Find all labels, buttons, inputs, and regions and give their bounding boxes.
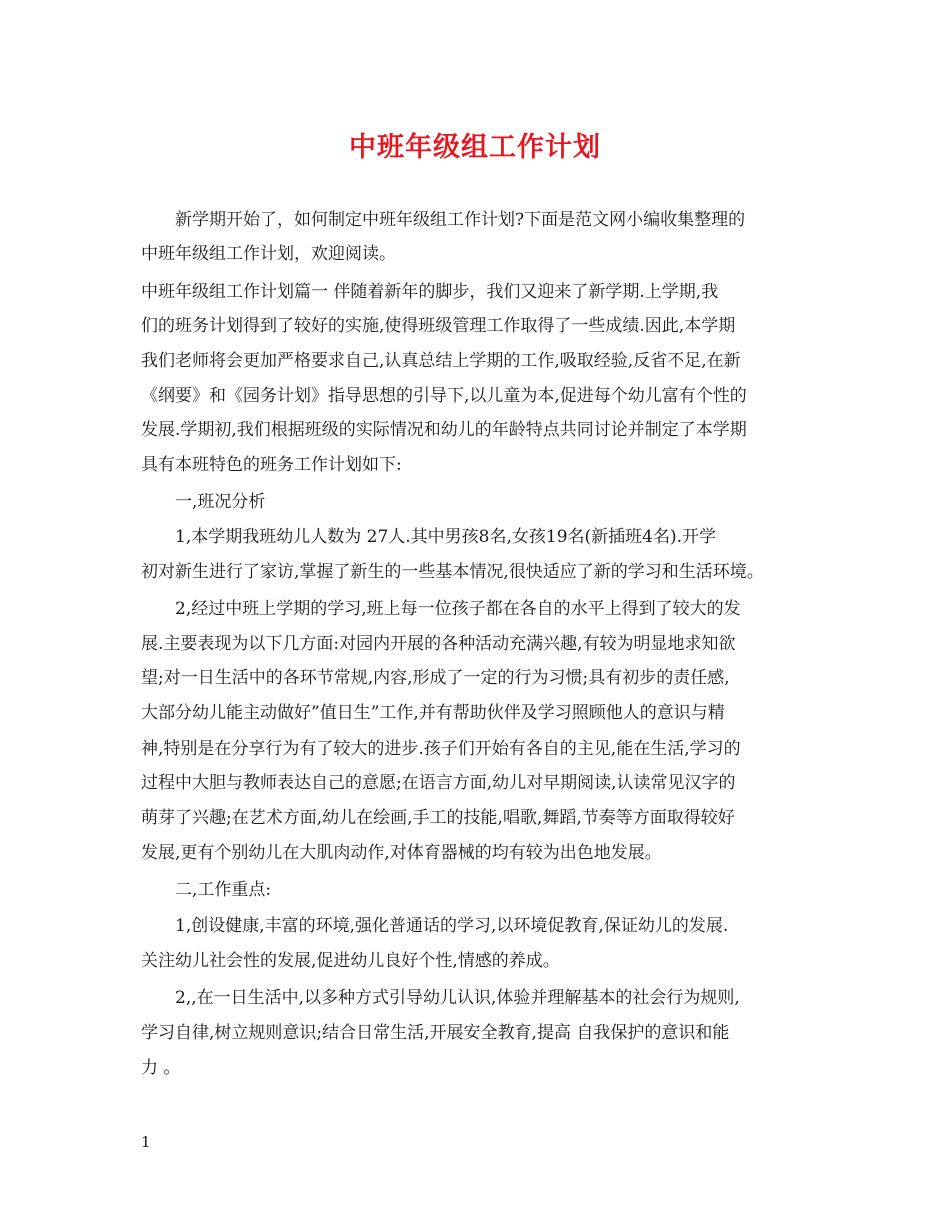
- paragraph-line-8: 具有本班特色的班务工作计划如下:: [141, 455, 402, 475]
- paragraph-line-14: 望;对一日生活中的各环节常规,内容,形成了一定的行为习惯;具有初步的责任感,: [141, 668, 730, 688]
- paragraph-line-25: 力 。: [141, 1058, 181, 1078]
- paragraph-line-1: 新学期开始了，如何制定中班年级组工作计划?下面是范文网小编收集整理的: [175, 210, 746, 230]
- paragraph-line-13: 展.主要表现为以下几方面:对园内开展的各种活动充满兴趣,有较为明显地求知欲: [141, 634, 736, 654]
- paragraph-line-4: 们的班务计划得到了较好的实施,使得班级管理工作取得了一些成绩.因此,本学期: [141, 316, 736, 336]
- section-heading-2: 二,工作重点:: [175, 880, 272, 900]
- paragraph-line-19: 发展,更有个别幼儿在大肌肉动作,对体育器械的均有较为出色地发展。: [141, 843, 662, 863]
- paragraph-line-2: 中班年级组工作计划，欢迎阅读。: [141, 244, 396, 264]
- paragraph-line-16: 神,特别是在分享行为有了较大的进步.孩子们开始有各自的主见,能在生活,学习的: [141, 739, 741, 759]
- paragraph-line-5: 我们老师将会更加严格要求自己,认真总结上学期的工作,吸取经验,反省不足,在新: [141, 351, 741, 371]
- section-heading-1: 一,班况分析: [175, 492, 266, 512]
- paragraph-line-15: 大部分幼儿能主动做好”值日生”工作,并有帮助伙伴及学习照顾他人的意识与精: [141, 703, 725, 723]
- page-number: 1: [141, 1133, 151, 1151]
- paragraph-line-6: 《纲要》和《园务计划》指导思想的引导下,以儿童为本,促进每个幼儿富有个性的: [141, 386, 747, 406]
- paragraph-line-10: 1,本学期我班幼儿人数为 27人.其中男孩8名,女孩19名(新插班4名).开学: [175, 527, 716, 547]
- paragraph-line-24: 学习自律,树立规则意识;结合日常生活,开展安全教育,提高 自我保护的意识和能: [141, 1023, 730, 1043]
- document-title: 中班年级组工作计划: [349, 132, 601, 163]
- paragraph-line-7: 发展.学期初,我们根据班级的实际情况和幼儿的年龄特点共同讨论并制定了本学期: [141, 420, 747, 440]
- paragraph-line-21: 1,创设健康,丰富的环境,强化普通话的学习,以环境促教育,保证幼儿的发展.: [175, 916, 729, 936]
- paragraph-line-23: 2,,在一日生活中,以多种方式引导幼儿认识,体验并理解基本的社会行为规则,: [175, 988, 740, 1008]
- paragraph-line-17: 过程中大胆与教师表达自己的意愿;在语言方面,幼儿对早期阅读,认读常见汉字的: [141, 773, 736, 793]
- paragraph-line-11: 初对新生进行了家访,掌握了新生的一些基本情况,很快适应了新的学习和生活环境。: [141, 562, 764, 582]
- paragraph-line-3: 中班年级组工作计划篇一 伴随着新年的脚步，我们又迎来了新学期.上学期,我: [141, 282, 719, 302]
- paragraph-line-12: 2,经过中班上学期的学习,班上每一位孩子都在各自的水平上得到了较大的发: [175, 599, 741, 619]
- paragraph-line-18: 萌芽了兴趣;在艺术方面,幼儿在绘画,手工的技能,唱歌,舞蹈,节奏等方面取得较好: [141, 808, 735, 828]
- paragraph-line-22: 关注幼儿社会性的发展,促进幼儿良好个性,情感的养成。: [141, 951, 560, 971]
